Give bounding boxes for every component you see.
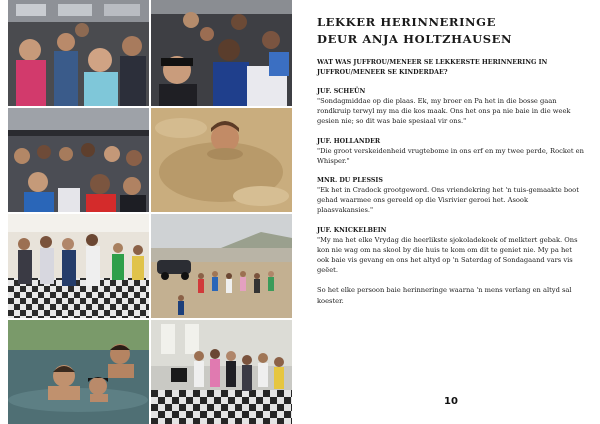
photo-learners-bus-close [151, 0, 292, 106]
speaker-quote: "Ek het in Cradock grootgeword. Ons vriendekring het 'n tuis-gemaakte boot gehad waarmee ons gereeld op die Visrivier geroei het. Asook plaasvakansies." [317, 186, 579, 215]
speaker-name: JUF. HOLLANDER [317, 137, 381, 145]
speaker-name: JUF. KNICKELBEIN [317, 226, 387, 234]
entry-hollander [317, 137, 585, 166]
title-line-2: DEUR ANJA HOLTZHAUSEN [317, 32, 513, 46]
photo-learners-on-bus [8, 0, 149, 106]
title-line-1: LEKKER HERINNERINGE [317, 15, 496, 29]
photo-group-at-beach [151, 214, 292, 318]
speaker-name: MNR. DU PLESSIS [317, 177, 383, 185]
closing-paragraph: So het elke persoon baie herinneringe waarna 'n mens verlang en altyd sal koester. [317, 286, 572, 305]
article [317, 14, 585, 306]
interview-question: WAT WAS JUFFROU/MENEER SE LEKKERSTE HERINNERING IN JUFFROU/MENEER SE KINDERDAE? [317, 59, 548, 76]
entry-knickelbein [317, 226, 585, 276]
speaker-quote: "Sondagmiddae op die plaas. Ek, my broer en Pa het in die bosse gaan rondkruip terwyl my ma die kos maak. Ons het ons pa nie baie in die week gesien nie; so dit was baie spesiaal vir ons." [317, 97, 571, 126]
photo-learners-on-checkered-floor [8, 214, 149, 318]
photo-boy-buried-in-sand [151, 108, 292, 212]
photo-boys-in-water [8, 320, 149, 424]
photo-collage [8, 0, 292, 424]
speaker-quote: "Die groot verskeidenheid vrugtebome in ons erf en my twee perde, Rocket en Whisper." [317, 146, 584, 165]
entry-du-plessis [317, 176, 585, 216]
article-title [317, 14, 585, 48]
speaker-name: JUF. SCHEÜN [317, 88, 366, 95]
photo-learners-seated-group [8, 108, 149, 212]
page-number: 10 [444, 396, 458, 407]
speaker-quote: "My ma het elke Vrydag die heerlikste sjokoladekoek of melktert gebak. Ons kon nie wag om na skool by die huis te kom om dit te geniet nie. My pa het ook baie vis gevang en ons het altyd op 'n Saterdag of Sondagaand vars vis geëet. [317, 235, 578, 275]
photo-learners-in-hall [151, 320, 292, 424]
entry-scheun [317, 87, 585, 127]
